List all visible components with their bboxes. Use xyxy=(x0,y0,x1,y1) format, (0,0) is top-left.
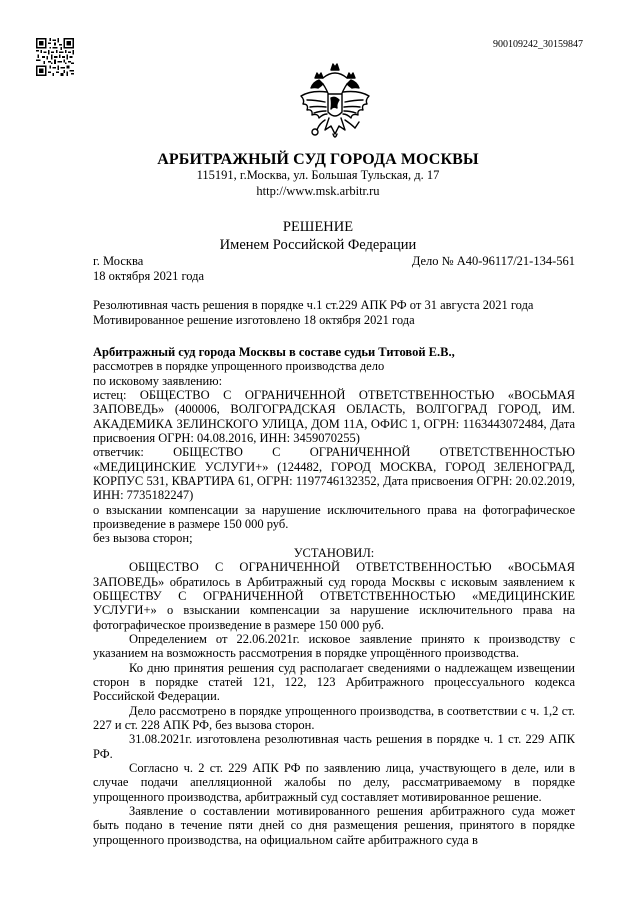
case-number: Дело № А40-96117/21-134-561 xyxy=(411,254,575,268)
paragraph-established-1: ОБЩЕСТВО С ОГРАНИЧЕННОЙ ОТВЕТСТВЕННОСТЬЮ «ВОСЬМАЯ ЗАПОВЕДЬ» обратилось в Арбитражный суд города Москвы с исковым заявлением к ОБЩЕСТВУ С ОГРАНИЧЕННОЙ ОТВЕТСТВЕННОСТЬЮ «МЕДИЦИНСКИЕ УСЛУГИ+» о взыскании компенсации за нарушение исключительного права на фотографическое произведение в размере 150 000 руб. xyxy=(93,560,575,632)
paragraph-claim: по исковому заявлению: xyxy=(93,373,223,388)
document-subtitle: Именем Российской Федерации xyxy=(219,237,417,253)
court-composition: Арбитражный суд города Москвы в составе судьи Титовой Е.В., xyxy=(93,345,455,359)
coat-of-arms-icon xyxy=(295,60,375,146)
section-heading-established: УСТАНОВИЛ: xyxy=(293,545,375,560)
document-body xyxy=(93,345,575,847)
paragraph-defendant: ответчик: ОБЩЕСТВО С ОГРАНИЧЕННОЙ ОТВЕТСТВЕННОСТЬЮ «МЕДИЦИНСКИЕ УСЛУГИ+» (124482, ГОРОД МОСКВА, ГОРОД ЗЕЛЕНОГРАД, КОРПУС 531, КВАРТИРА 61, ОГРН: 1197746132352, Дата присвоения ОГРН: 20.02.2019, ИНН: 7735182247) xyxy=(93,445,575,503)
document-id: 900109242_30159847 xyxy=(493,39,583,50)
paragraph-considered: рассмотрев в порядке упрощенного производства дело xyxy=(93,359,385,374)
paragraph-established-4: Дело рассмотрено в порядке упрощенного производства, в соответствии с ч. 1,2 ст. 227 и ст. 228 АПК РФ, без вызова сторон. xyxy=(93,703,575,732)
court-name: АРБИТРАЖНЫЙ СУД ГОРОДА МОСКВЫ xyxy=(157,151,479,168)
paragraph-plaintiff: истец: ОБЩЕСТВО С ОГРАНИЧЕННОЙ ОТВЕТСТВЕННОСТЬЮ «ВОСЬМАЯ ЗАПОВЕДЬ» (400006, ВОЛГОГРАДСКАЯ ОБЛАСТЬ, ВОЛГОГРАД ГОРОД, ИМ. АКАДЕМИКА ЗЕЛИНСКОГО УЛИЦА, ДОМ 11А, ОФИС 1, ОГРН: 1163443072484, Дата присвоения ОГРН: 04.08.2016, ИНН: 3459070255) xyxy=(93,388,575,446)
paragraph-established-2: Определением от 22.06.2021г. исковое заявление принято к производству с указанием на возможность рассмотрения в порядке упрощённого производства. xyxy=(93,631,575,661)
intro-line-operative-part: Резолютивная часть решения в порядке ч.1 ст.229 АПК РФ от 31 августа 2021 года xyxy=(93,298,534,312)
qr-code-icon xyxy=(36,38,74,76)
paragraph-established-5: 31.08.2021г. изготовлена резолютивная часть решения в порядке ч. 1 ст. 229 АПК РФ. xyxy=(93,732,575,761)
document-title: РЕШЕНИЕ xyxy=(282,219,354,235)
court-address: 115191, г.Москва, ул. Большая Тульская, д. 17 xyxy=(196,168,440,182)
decision-date: 18 октября 2021 года xyxy=(93,269,205,283)
paragraph-established-3: Ко дню принятия решения суд располагает сведениями о надлежащем извещении сторон в порядке статей 121, 122, 123 Арбитражного процессуального кодекса Российской Федерации. xyxy=(93,660,575,704)
decision-city: г. Москва xyxy=(93,254,144,268)
paragraph-established-6: Согласно ч. 2 ст. 229 АПК РФ по заявлению лица, участвующего в деле, или в случае подачи апелляционной жалобы по делу, рассматриваемому в порядке упрощенного производства, арбитражный суд составляет мотивированное решение. xyxy=(93,760,575,804)
paragraph-subject: о взыскании компенсации за нарушение исключительного права на фотографическое произведение в размере 150 000 руб. xyxy=(93,502,575,532)
paragraph-no-summons: без вызова сторон; xyxy=(93,531,193,546)
intro-line-reasoned-decision: Мотивированное решение изготовлено 18 октября 2021 года xyxy=(93,313,415,327)
court-website: http://www.msk.arbitr.ru xyxy=(256,184,380,198)
paragraph-established-7: Заявление о составлении мотивированного решения арбитражного суда может быть подано в течение пяти дней со дня размещения решения, принятого в порядке упрощенного производства, на официальном сайте арбитражного суда в xyxy=(93,804,575,847)
